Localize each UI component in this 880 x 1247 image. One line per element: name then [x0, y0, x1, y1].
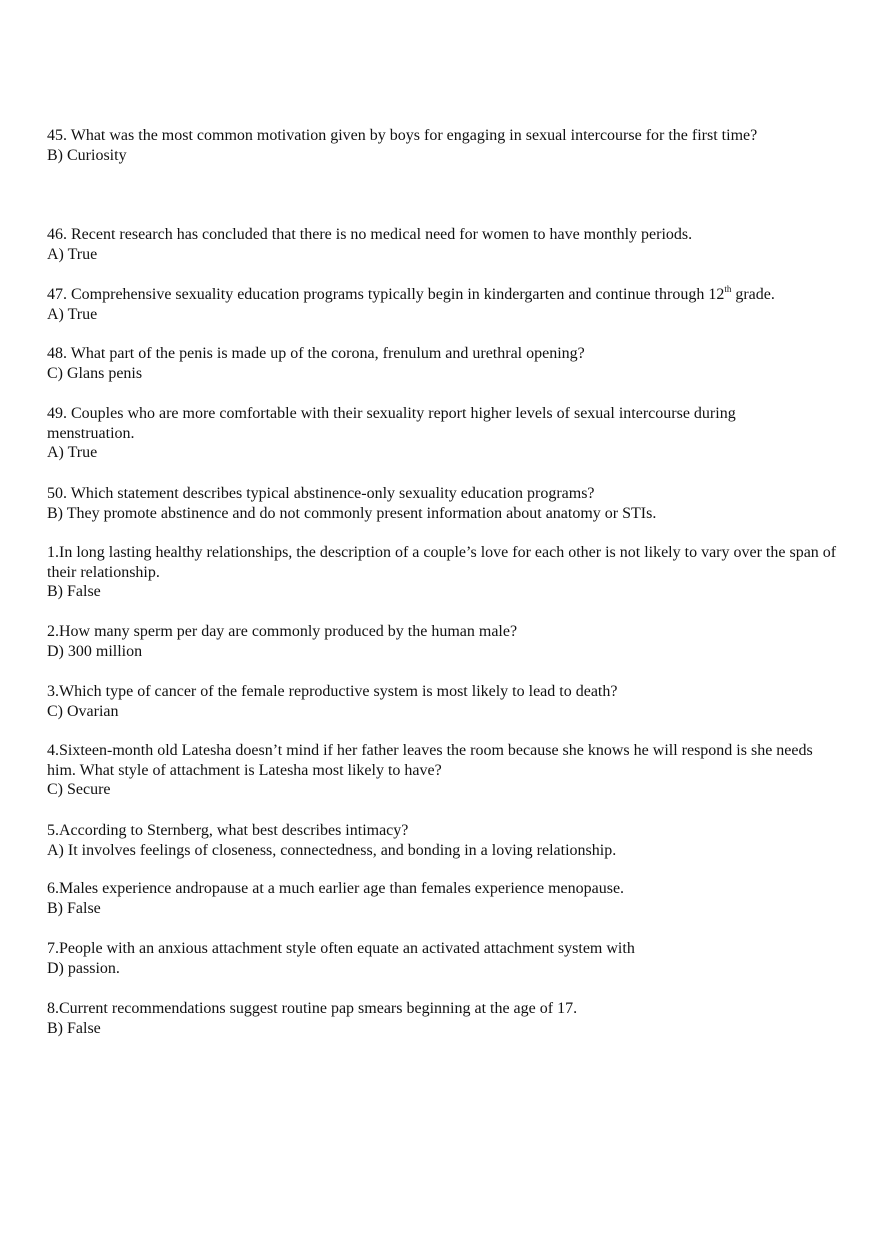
question-text: 7.People with an anxious attachment style often equate an activated attachment system with	[47, 940, 635, 957]
question-text: 46. Recent research has concluded that there is no medical need for women to have monthly periods.	[47, 226, 693, 243]
qa-item-2	[47, 622, 847, 661]
qa-item-50	[47, 484, 847, 523]
question-text: 50. Which statement describes typical abstinence-only sexuality education programs?	[47, 485, 595, 502]
qa-item-6	[47, 879, 847, 918]
answer-text: A) It involves feelings of closeness, connectedness, and bonding in a loving relationship.	[47, 841, 617, 859]
qa-item-45	[47, 126, 847, 165]
qa-item-5	[47, 821, 847, 860]
answer-text: C) Secure	[47, 781, 111, 799]
question-text: 4.Sixteen-month old Latesha doesn’t mind if her father leaves the room because she knows he will respond is she needs him. What style of attachment is Latesha most likely to have?	[47, 742, 813, 779]
answer-text: D) 300 million	[47, 642, 143, 660]
qa-item-46	[47, 225, 847, 264]
question-text: 5.According to Sternberg, what best describes intimacy?	[47, 822, 409, 839]
answer-text: B) False	[47, 899, 101, 917]
ordinal-superscript: th	[724, 283, 732, 294]
answer-text: C) Ovarian	[47, 702, 119, 720]
question-text: 2.How many sperm per day are commonly produced by the human male?	[47, 623, 518, 640]
answer-text: B) Curiosity	[47, 146, 127, 164]
answer-text: A) True	[47, 245, 98, 263]
question-text: 1.In long lasting healthy relationships, the description of a couple’s love for each other is not likely to vary over the span of their relationship.	[47, 544, 837, 581]
qa-item-49	[47, 404, 817, 463]
question-text: 8.Current recommendations suggest routine pap smears beginning at the age of 17.	[47, 1000, 578, 1017]
qa-item-47	[47, 285, 847, 324]
question-text	[47, 285, 847, 305]
question-text: 45. What was the most common motivation given by boys for engaging in sexual intercourse for the first time?	[47, 127, 758, 144]
answer-text: D) passion.	[47, 959, 120, 977]
qa-item-3	[47, 682, 847, 721]
question-text: 49. Couples who are more comfortable with their sexuality report higher levels of sexual intercourse during menstruation.	[47, 405, 736, 442]
question-text-main: 47. Comprehensive sexuality education programs typically begin in kindergarten and continue through 12	[47, 286, 725, 303]
qa-item-48	[47, 344, 847, 383]
answer-text: A) True	[47, 444, 98, 462]
answer-text: C) Glans penis	[47, 364, 143, 382]
answer-text: B) They promote abstinence and do not commonly present information about anatomy or STIs.	[47, 504, 657, 522]
qa-item-1	[47, 543, 837, 602]
qa-item-8	[47, 999, 847, 1038]
answer-text: A) True	[47, 305, 98, 323]
question-text: 48. What part of the penis is made up of the corona, frenulum and urethral opening?	[47, 345, 585, 362]
qa-item-4	[47, 741, 842, 800]
question-text: 3.Which type of cancer of the female reproductive system is most likely to lead to death?	[47, 683, 618, 700]
question-text-end: grade.	[731, 286, 775, 303]
question-text: 6.Males experience andropause at a much earlier age than females experience menopause.	[47, 880, 625, 897]
answer-text: B) False	[47, 583, 101, 601]
answer-text: B) False	[47, 1019, 101, 1037]
qa-item-7	[47, 939, 847, 978]
